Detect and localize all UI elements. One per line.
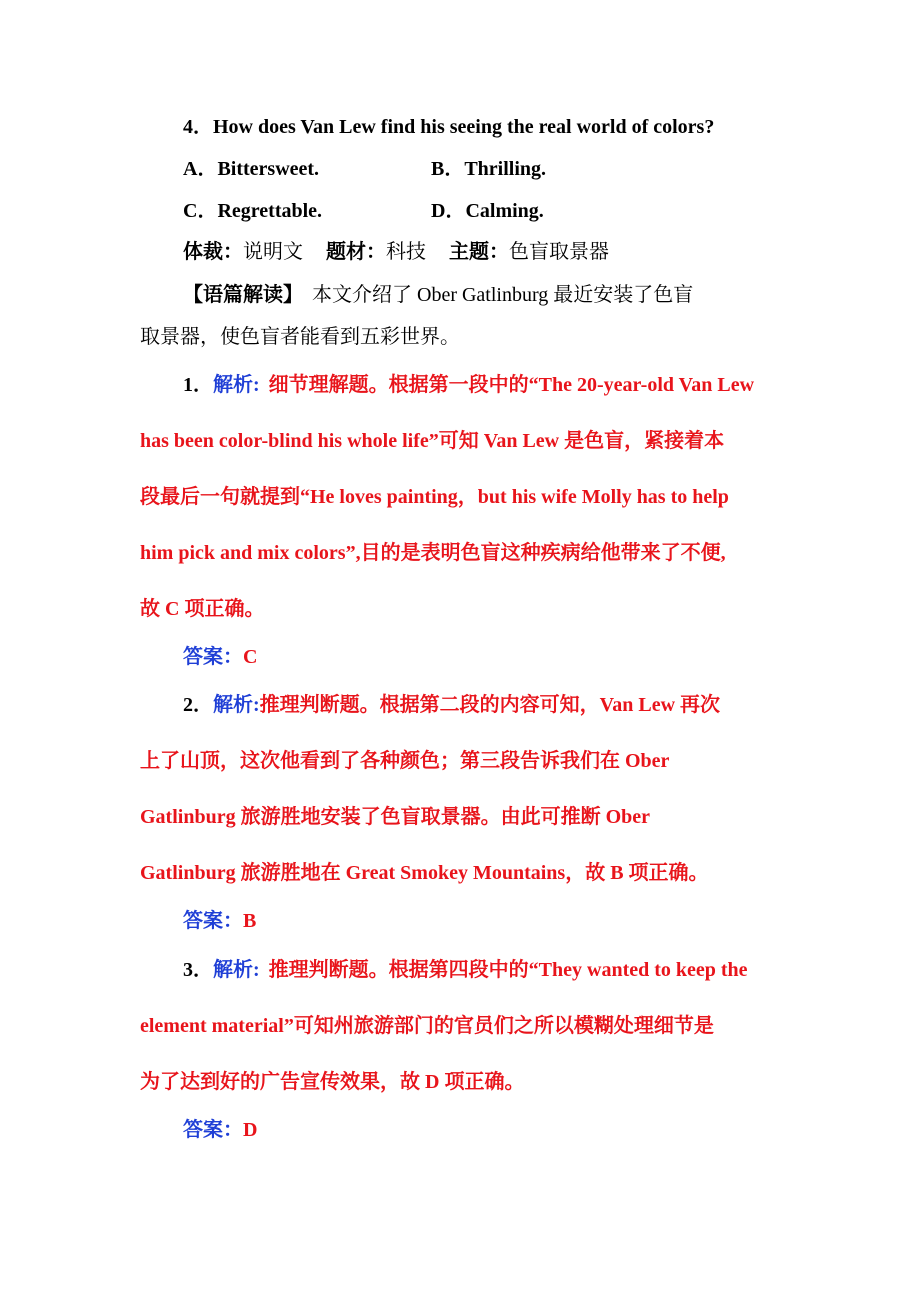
passage-reading-line-2: 取景器，使色盲者能看到五彩世界。 [140,326,460,348]
analysis-2-text-1: 推理判断题。根据第二段的内容可知，Van Lew 再次 [259,694,721,716]
analysis-1-number: 1． [183,374,213,396]
analysis-1-text-1: 细节理解题。根据第一段中的“The 20-year-old Van Lew [268,374,755,396]
topic-label: 题材： [326,241,386,263]
analysis-3-line-3: 为了达到好的广告宣传效果，故 D 项正确。 [140,1071,525,1093]
analysis-2-line-3: Gatlinburg 旅游胜地安装了色盲取景器。由此可推断 Ober [140,806,651,828]
analysis-1-line-2: has been color-blind his whole life”可知 Van Lew 是色盲，紧接着本 [140,430,725,452]
passage-meta [183,238,609,266]
analysis-2-number: 2． [183,694,213,716]
analysis-3-line-1 [183,956,748,984]
analysis-3-label: 解析: [213,959,260,981]
answer-2-label: 答案： [183,910,243,932]
analysis-2-label: 解析: [213,694,260,716]
analysis-1-line-5: 故 C 项正确。 [140,598,265,620]
question-4-stem: 4．How does Van Lew find his seeing the real world of colors? [183,116,715,138]
analysis-1-label: 解析: [213,374,260,396]
passage-reading-label: 【语篇解读】 [183,284,303,306]
analysis-3-line-2: element material”可知州旅游部门的官员们之所以模糊处理细节是 [140,1015,714,1037]
analysis-2-line-1 [183,691,720,719]
analysis-1-line-4: him pick and mix colors”,目的是表明色盲这种疾病给他带来了不便, [140,542,726,564]
answer-3-value: D [243,1119,258,1141]
analysis-3-number: 3． [183,959,213,981]
answer-1-label: 答案： [183,646,243,668]
question-4-options-row-1 [183,155,547,183]
analysis-3-text-1: 推理判断题。根据第四段中的“They wanted to keep the [268,959,748,981]
option-d: D．Calming. [431,200,544,222]
topic-value: 科技 [386,241,426,263]
theme-value: 色盲取景器 [509,241,609,263]
analysis-1-line-3: 段最后一句就提到“He loves painting，but his wife Molly has to help [140,486,729,508]
analysis-1-line-1 [183,371,754,399]
answer-1-value: C [243,646,258,668]
option-a: A．Bittersweet. [183,158,320,180]
theme-label: 主题： [449,241,509,263]
genre-value: 说明文 [243,241,303,263]
analysis-2-line-2: 上了山顶，这次他看到了各种颜色；第三段告诉我们在 Ober [140,750,670,772]
passage-reading-text-1: 本文介绍了 Ober Gatlinburg 最近安装了色盲 [312,284,694,306]
answer-2 [183,907,256,935]
answer-2-value: B [243,910,257,932]
question-4-options-row-2 [183,197,544,225]
passage-reading-line-1 [183,281,781,309]
genre-label: 体裁： [183,241,243,263]
answer-3 [183,1116,257,1144]
option-b: B．Thrilling. [431,158,547,180]
answer-1 [183,643,257,671]
analysis-2-line-4: Gatlinburg 旅游胜地在 Great Smokey Mountains，故 B 项正确。 [140,862,709,884]
option-c: C．Regrettable. [183,200,323,222]
answer-3-label: 答案： [183,1119,243,1141]
